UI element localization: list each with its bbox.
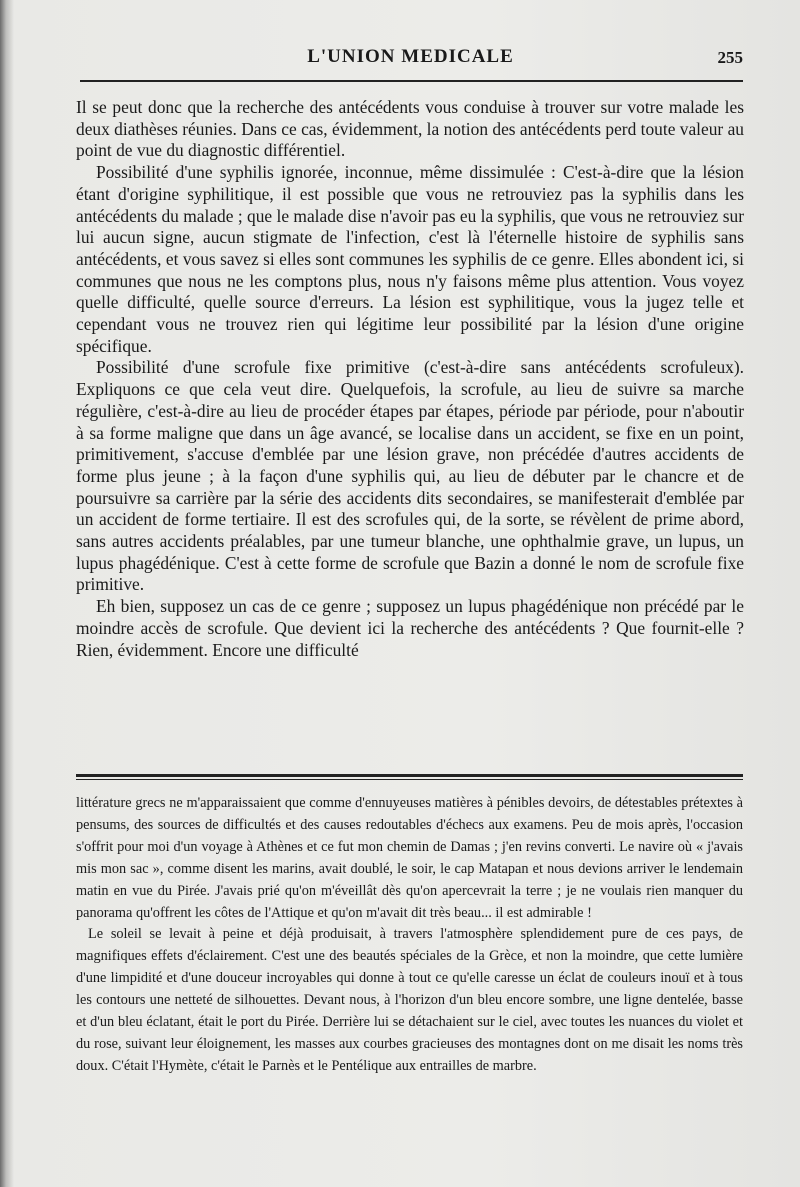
main-text [76, 97, 744, 661]
footnote-separator [76, 774, 743, 780]
page-number: 255 [717, 48, 743, 67]
paragraph: Il se peut donc que la recherche des antécédents vous conduise à trouver sur votre malade les deux diathèses réunies. Dans ce cas, évidemment, la notion des antécédents perd toute valeur au point de vue du diagnostic différentiel. [76, 97, 744, 161]
running-header [78, 46, 743, 72]
footnote-text [76, 793, 743, 1078]
paragraph: Possibilité d'une scrofule fixe primitive (c'est-à-dire sans antécédents scrofuleux). Expliquons ce que cela veut dire. Quelquefois, la scrofule, au lieu de suivre sa marche régulière, c'est-à-dire au lieu de procéder étapes par étapes, période par période, pour n'aboutir à sa forme maligne que dans un âge avancé, se localise dans un accident, se fixe en un point, primitivement, s'accuse d'emblée par une lésion grave, non précédée d'autres accidents de forme plus jeune ; à la façon d'une syphilis qui, au lieu de débuter par le chancre et de poursuivre sa carrière par la série des accidents dits secondaires, se manifesterait d'emblée par un accident de forme tertiaire. Il est des scrofules qui, de la sorte, se révèlent de prime abord, sans autres accidents préalables, par une tumeur blanche, une ophthalmie grave, un lupus, un lupus phagédénique. C'est à cette forme de scrofule que Bazin a donné le nom de scrofule fixe primitive. [76, 357, 744, 595]
header-rule [80, 80, 743, 82]
paragraph: Eh bien, supposez un cas de ce genre ; supposez un lupus phagédénique non précédé par le moindre accès de scrofule. Que devient ici la recherche des antécédents ? Que fournit-elle ? Rien, évidemment. Encore une difficulté [76, 596, 744, 660]
footnote-paragraph: littérature grecs ne m'apparaissaient que comme d'ennuyeuses matières à pénibles devoirs, de détestables prétextes à pensums, des sources de difficultés et des causes redoutables d'échecs aux examens. Peu de mois après, l'occasion s'offrit pour moi d'un voyage à Athènes et ce fut mon chemin de Damas ; j'en revins converti. Le navire où « j'avais mis mon sac », comme disent les marins, avait doublé, le soir, le cap Matapan et nous devions arriver le lendemain matin en vue du Pirée. J'avais prié qu'on m'éveillât dès qu'on apercevrait la terre ; je ne voulais rien manquer du panorama qu'offrent les côtes de l'Attique et qu'on m'avait dit très beau... il est admirable ! [76, 795, 743, 921]
footnote-paragraph: Le soleil se levait à peine et déjà produisait, à travers l'atmosphère splendidement pure de ces pays, de magnifiques effets d'éclairement. C'est une des beautés spéciales de la Grèce, et non la moindre, que cette lumière d'une limpidité et d'une douceur incroyables qui donne à tout ce qu'elle caresse un éclat de couleurs inouï et à tous les contours une netteté de silhouettes. Devant nous, à l'horizon d'un bleu encore sombre, une ligne dentelée, basse et d'un bleu éclatant, était le port du Pirée. Derrière lui se détachaient sur le ciel, avec toutes les nuances du violet et du rose, suivant leur éloignement, les masses aux courbes gracieuses des montagnes dont on me disait les noms très doux. C'était l'Hymète, c'était le Parnès et le Pentélique aux entrailles de marbre. [76, 926, 743, 1074]
journal-title: L'UNION MEDICALE [307, 46, 514, 67]
paragraph: Possibilité d'une syphilis ignorée, inconnue, même dissimulée : C'est-à-dire que la lésion étant d'origine syphilitique, il est possible que vous ne retrouviez pas la syphilis dans les antécédents du malade ; que le malade dise n'avoir pas eu la syphilis, que vous ne retrouviez sur lui aucun signe, aucun stigmate de l'infection, c'est là l'éternelle histoire de syphilis sans antécédents, et vous savez si elles sont communes les syphilis de ce genre. Elles abondent ici, si communes que nous ne les comptons plus, nous n'y faisons même plus attention. Vous voyez quelle difficulté, quelle source d'erreurs. La lésion est syphilitique, vous la jugez telle et cependant vous ne trouvez rien qui légitime leur possibilité par la lésion d'une origine spécifique. [76, 162, 744, 356]
